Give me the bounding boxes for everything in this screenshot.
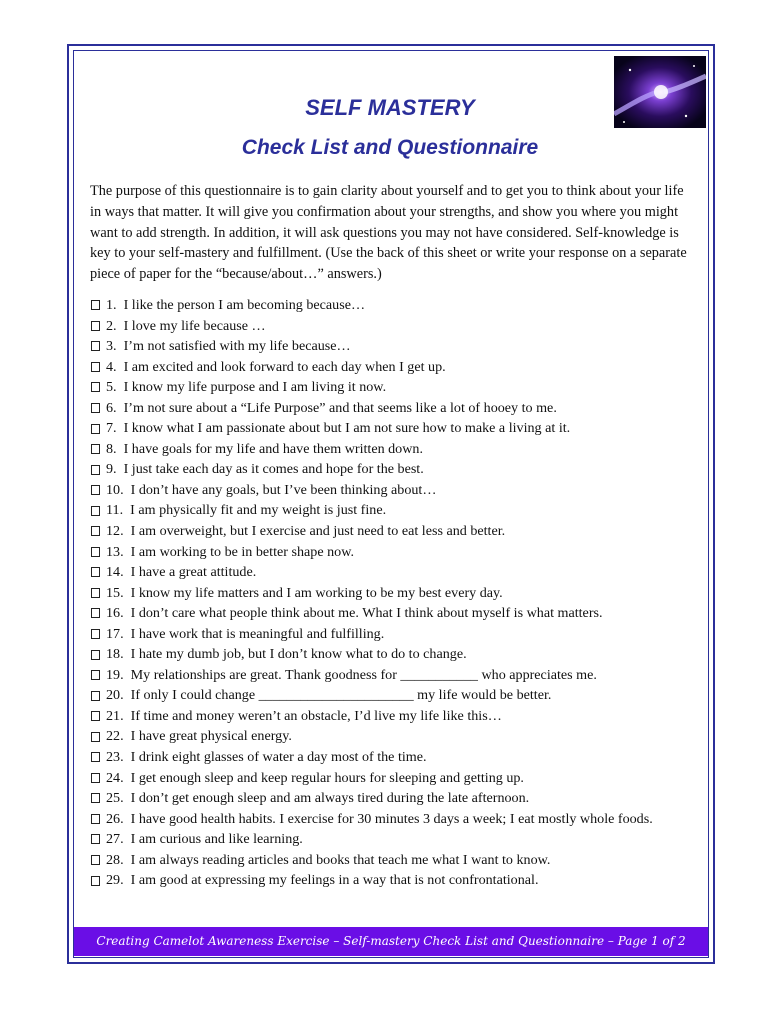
item-text: My relationships are great. Thank goodness for ___________ who appreciates me.	[130, 666, 597, 683]
item-text: I drink eight glasses of water a day most of the time.	[130, 749, 427, 766]
checkbox-icon[interactable]	[91, 608, 100, 618]
list-item	[90, 583, 700, 604]
checkbox-icon[interactable]	[91, 424, 100, 434]
list-item	[90, 336, 700, 357]
checkbox-icon[interactable]	[91, 300, 100, 310]
item-text: I know my life matters and I am working to be my best every day.	[130, 584, 503, 601]
item-number: 20.	[106, 687, 124, 704]
list-item	[90, 439, 700, 460]
list-item	[90, 809, 700, 830]
list-item	[90, 870, 700, 891]
list-item	[90, 480, 700, 501]
item-text: I am good at expressing my feelings in a way that is not confrontational.	[130, 872, 539, 889]
item-text: I have a great attitude.	[130, 564, 257, 581]
checkbox-icon[interactable]	[91, 526, 100, 536]
list-item	[90, 316, 700, 337]
checkbox-icon[interactable]	[91, 403, 100, 413]
item-number: 14.	[106, 564, 124, 581]
item-number: 2.	[106, 317, 117, 334]
item-text: I hate my dumb job, but I don’t know what to do to change.	[130, 646, 467, 663]
list-item	[90, 644, 700, 665]
item-text: I have work that is meaningful and fulfilling.	[130, 625, 385, 642]
item-number: 19.	[106, 666, 124, 683]
checkbox-icon[interactable]	[91, 876, 100, 886]
checkbox-icon[interactable]	[91, 588, 100, 598]
item-number: 25.	[106, 790, 124, 807]
list-item	[90, 685, 700, 706]
item-text: I have good health habits. I exercise for 30 minutes 3 days a week; I eat mostly whole foods.	[130, 810, 653, 827]
item-text: I don’t get enough sleep and am always tired during the late afternoon.	[130, 790, 530, 807]
item-text: I like the person I am becoming because…	[123, 297, 366, 313]
list-item	[90, 706, 700, 727]
item-text: I am excited and look forward to each day when I get up.	[123, 358, 446, 375]
intro-paragraph: The purpose of this questionnaire is to gain clarity about yourself and to get you to think about your life in ways that matter. It will give you confirmation about your strengths, and show you where you might want to add strength. In addition, it will ask questions you may not have considered. Self-knowledge is key to your self-mastery and fulfillment. (Use the back of this sheet or write your response on a separate piece of paper for the “because/about…” answers.)	[90, 183, 687, 283]
question-list	[90, 295, 700, 891]
checkbox-icon[interactable]	[91, 711, 100, 721]
item-number: 10.	[106, 481, 124, 498]
item-text: I am working to be in better shape now.	[130, 543, 354, 560]
item-number: 4.	[106, 358, 117, 375]
checkbox-icon[interactable]	[91, 629, 100, 639]
list-item	[90, 377, 700, 398]
list-item	[90, 562, 700, 583]
checkbox-icon[interactable]	[91, 855, 100, 865]
checkbox-icon[interactable]	[91, 650, 100, 660]
item-number: 17.	[106, 625, 124, 642]
list-item	[90, 624, 700, 645]
item-number: 11.	[106, 502, 124, 519]
checkbox-icon[interactable]	[91, 773, 100, 783]
item-text: I just take each day as it comes and hope for the best.	[123, 461, 424, 478]
checkbox-icon[interactable]	[91, 444, 100, 454]
item-number: 15.	[106, 584, 124, 601]
list-item	[90, 603, 700, 624]
item-number: 7.	[106, 420, 117, 437]
list-item	[90, 665, 700, 686]
item-text: I know my life purpose and I am living it now.	[123, 379, 387, 396]
checkbox-icon[interactable]	[91, 670, 100, 680]
list-item	[90, 295, 700, 316]
item-number: 28.	[106, 851, 124, 868]
checkbox-icon[interactable]	[91, 506, 100, 516]
checkbox-icon[interactable]	[91, 465, 100, 475]
list-item	[90, 500, 700, 521]
list-item	[90, 747, 700, 768]
page-subtitle: Check List and Questionnaire	[241, 136, 539, 159]
list-item	[90, 829, 700, 850]
item-number: 13.	[106, 543, 124, 560]
item-number: 3.	[106, 338, 117, 355]
list-item	[90, 788, 700, 809]
item-number: 9.	[106, 461, 117, 478]
item-text: I am always reading articles and books that teach me what I want to know.	[130, 851, 551, 868]
checkbox-icon[interactable]	[91, 382, 100, 392]
list-item	[90, 726, 700, 747]
list-item	[90, 850, 700, 871]
list-item	[90, 398, 700, 419]
item-number: 8.	[106, 440, 117, 457]
checkbox-icon[interactable]	[91, 341, 100, 351]
item-text: I don’t care what people think about me. What I think about myself is what matters.	[130, 605, 603, 622]
item-number: 26.	[106, 810, 124, 827]
page-title: SELF MASTERY	[305, 95, 475, 120]
list-item	[90, 357, 700, 378]
footer-text: Creating Camelot Awareness Exercise – Self-mastery Check List and Questionnaire – Page 1 of 2	[96, 934, 686, 948]
item-text: If time and money weren’t an obstacle, I’d live my life like this…	[130, 707, 502, 724]
item-number: 22.	[106, 728, 124, 745]
item-number: 6.	[106, 399, 117, 416]
item-number: 29.	[106, 872, 124, 889]
list-item	[90, 521, 700, 542]
item-number: 21.	[106, 707, 124, 724]
item-number: 24.	[106, 769, 124, 786]
item-text: I’m not sure about a “Life Purpose” and that seems like a lot of hooey to me.	[123, 399, 557, 416]
item-text: I don’t have any goals, but I’ve been thinking about…	[130, 481, 437, 498]
item-number: 5.	[106, 379, 117, 396]
checkbox-icon[interactable]	[91, 752, 100, 762]
item-number: 16.	[106, 605, 124, 622]
item-text: I get enough sleep and keep regular hours for sleeping and getting up.	[130, 769, 524, 786]
item-text: I’m not satisfied with my life because…	[123, 338, 351, 355]
checkbox-icon[interactable]	[91, 814, 100, 824]
item-text: I know what I am passionate about but I am not sure how to make a living at it.	[123, 420, 571, 437]
checkbox-icon[interactable]	[91, 834, 100, 844]
list-item	[90, 542, 700, 563]
checkbox-icon[interactable]	[91, 793, 100, 803]
item-text: I have goals for my life and have them written down.	[123, 440, 423, 457]
list-item	[90, 459, 700, 480]
item-number: 18.	[106, 646, 124, 663]
item-text: I am curious and like learning.	[130, 831, 303, 848]
footer-bar	[74, 927, 708, 956]
item-text: If only I could change ______________________ my life would be better.	[130, 687, 552, 704]
item-text: I have great physical energy.	[130, 728, 292, 745]
checkbox-icon[interactable]	[91, 485, 100, 495]
checkbox-icon[interactable]	[91, 732, 100, 742]
checkbox-icon[interactable]	[91, 321, 100, 331]
list-item	[90, 418, 700, 439]
checkbox-icon[interactable]	[91, 567, 100, 577]
item-number: 27.	[106, 831, 124, 848]
checkbox-icon[interactable]	[91, 691, 100, 701]
item-number: 12.	[106, 523, 124, 540]
checkbox-icon[interactable]	[91, 547, 100, 557]
list-item	[90, 768, 700, 789]
item-number: 23.	[106, 749, 124, 766]
item-text: I love my life because …	[123, 317, 266, 334]
item-number: 1.	[106, 297, 117, 313]
item-text: I am overweight, but I exercise and just need to eat less and better.	[130, 523, 506, 540]
item-text: I am physically fit and my weight is just fine.	[130, 502, 387, 519]
checkbox-icon[interactable]	[91, 362, 100, 372]
